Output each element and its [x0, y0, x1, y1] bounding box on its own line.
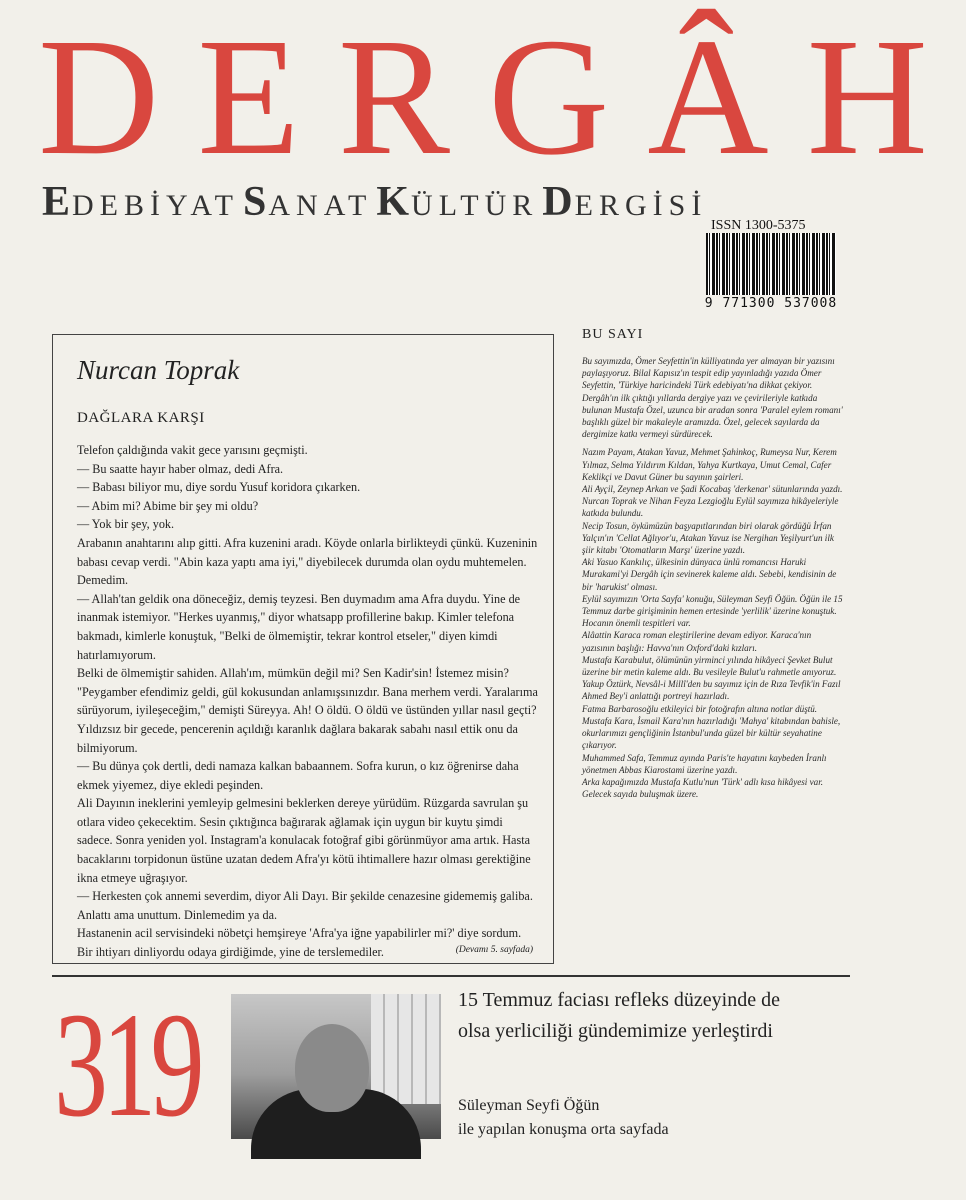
bu-sayi-paragraph: Muhammed Safa, Temmuz ayında Paris'te hayatını kaybeden İranlı yönetmen Abbas Kiarostami üzerine yazdı. — [582, 752, 827, 775]
story-paragraph: — Bu dünya çok dertli, dedi namaza kalkan babaannem. Sofra kurun, o kız öğrenirse daha ekmek yiyemez, diye ekledi peşinden. — [77, 759, 519, 792]
barcode-icon — [706, 233, 836, 295]
subtitle-rest: DEBİYAT — [72, 189, 240, 222]
bu-sayi-paragraph: Dergâh'ın ilk çıktığı yıllarda dergiye yazı ve çevirileriyle katkıda bulunan Mustafa Özel, uzunca bir aradan sonra 'Paralel eylem romanı' başlıklı güzel bir makaleyle aramızda. Özel, gelecek sayılarda da dergimize katkı vermeyi sürdürecek. — [582, 392, 843, 440]
portrait-photo — [231, 994, 441, 1139]
story-paragraph: — Babası biliyor mu, diye sordu Yusuf koridora çıkarken. — [77, 480, 361, 495]
story-paragraph: — Bu saatte hayır haber olmaz, dedi Afra. — [77, 461, 284, 476]
bu-sayi-paragraph: Nurcan Toprak ve Nihan Feyza Lezgioğlu Eylül sayımıza hikâyeleriyle katkıda bulundu. — [582, 496, 839, 519]
bu-sayi-paragraph: Fatma Barbarosoğlu etkileyici bir fotoğrafın altına notlar düştü. — [582, 703, 818, 714]
story-paragraph: Hastanenin acil servisindeki nöbetçi hemşireye 'Afra'ya iğne yapabilirler mi?' diye sordum. Bir ihtiyarı dinliyordu odaya girdiğimde, yine de terslemediler. — [77, 926, 522, 960]
subtitle-rest: ÜLTÜR — [411, 189, 539, 222]
story-author: Nurcan Toprak — [77, 355, 240, 385]
subtitle-initial: E — [42, 179, 73, 225]
interview-line: Süleyman Seyfi Öğün — [458, 1097, 600, 1114]
story-paragraph: — Abim mi? Abime bir şey mi oldu? — [77, 498, 259, 513]
story-paragraph: — Yok bir şey, yok. — [77, 517, 175, 532]
subtitle-part-dergisi — [542, 179, 708, 226]
story-paragraph: — Allah'tan geldik ona döneceğiz, demiş teyzesi. Ben duymadım ama Afra duydu. Yine de inanmak istemiyor. "Herkes uyanmış," diyor whatsapp profillerine bakıp. Kimler telefona bakmadı, kimlerle konuştuk, "Belki de ölmemiştir, tekrar kontrol etseler," diyen kimdi hatırlamıyorum. — [77, 591, 521, 662]
subtitle-rest: ANAT — [268, 189, 373, 222]
story-paragraph: Belki de ölmemiştir sahiden. Allah'ım, mümkün değil mi? Sen Kadir'sin! İstemez misin? "Peygamber efendimiz geldi, gül kokusundan anlamışsınızdır. Bana merhem verdi. Yaralarıma sürüyorum, iyileşeceğim," demişti Süreyya. Ah! O öldü. O öldü ve üstünden yıllar nasıl geçti? Yıldızsız bir gecede, pencerenin açıldığı karanlık dağlara bakarak sabahı nasıl ettik onu da bilmiyorum. — [77, 666, 538, 755]
story-paragraph: Telefon çaldığında vakit gece yarısını geçmişti. — [77, 443, 308, 457]
bu-sayi-paragraph: Nazım Payam, Atakan Yavuz, Mehmet Şahinkoç, Rumeysa Nur, Kerem Yılmaz, Selma Yıldırım Kıldan, Yahya Kurtkaya, Umut Cemal, Cafer Keklikçi ve Davut Güner bu sayının şairleri. — [582, 447, 837, 482]
masthead-title: DERGÂH — [38, 4, 966, 190]
story-body — [77, 441, 539, 962]
issn-number: ISSN 1300-5375 — [711, 218, 806, 233]
interview-note — [458, 1094, 858, 1142]
bu-sayi-paragraph: Necip Tosun, öykümüzün başyapıtlarından biri olarak gördüğü İrfan Yalçın'ın 'Cellat Ağlıyor'u, Atakan Yavuz ise Nergihan Yeşilyurt'un ilk şiir kitabı 'Otomatların Marşı' üzerine yazdı. — [582, 520, 834, 556]
subtitle-initial: K — [376, 179, 412, 225]
subtitle-initial: D — [542, 179, 575, 225]
window-blinds-shape — [371, 994, 441, 1104]
story-title: DAĞLARA KARŞI — [77, 410, 205, 426]
subtitle-rest: ERGİSİ — [574, 189, 708, 222]
issue-number: 319 — [54, 982, 199, 1148]
cover-headline — [458, 985, 858, 1047]
featured-story-box — [52, 334, 554, 964]
subtitle-initial: S — [243, 179, 269, 225]
bu-sayi-heading: BU SAYI — [582, 327, 644, 342]
story-paragraph: — Herkesten çok annemi severdim, diyor Ali Dayı. Bir şekilde cenazesine gidememiş galiba. Anlattı ama unuttum. Dinlemedim ya da. — [77, 889, 533, 922]
head-shape — [295, 1024, 369, 1112]
bu-sayi-paragraph: Alâattin Karaca roman eleştirilerine devam ediyor. Karaca'nın yazısının başlığı: Havva'nın Oxford'daki kızları. — [582, 630, 812, 653]
bu-sayi-paragraph: Gelecek sayıda buluşmak üzere. — [582, 789, 699, 800]
story-paragraph: Arabanın anahtarını alıp gitti. Afra kuzenini aradı. Köyde onlarla birlikteydi çünkü. Kuzeninin babası cevap verdi. "Abin kaza yaptı ama iyi," diyebilecek durumda olan oydu muhtemelen. Demedim. — [77, 535, 538, 588]
bu-sayi-paragraph: Aki Yasuo Kankılıç, ülkesinin dünyaca ünlü romancısı Haruki Murakami'yi Dergâh için sevinerek kaleme aldı. Sebebi, kendisinin de bir 'harukist' olması. — [582, 557, 837, 592]
subtitle-part-sanat — [243, 179, 373, 226]
barcode-number: 9 771300 537008 — [704, 296, 838, 311]
bu-sayi-paragraph: Eylül sayımızın 'Orta Sayfa' konuğu, Süleyman Seyfi Öğün. Öğün ile 15 Temmuz darbe girişiminin hemen ertesinde 'yerlilik' üzerine konuştuk. Hocanın önemli tespitleri var. — [582, 593, 843, 629]
bu-sayi-column — [582, 355, 844, 800]
bu-sayi-paragraph: Ali Ayçil, Zeynep Arkan ve Şadi Kocabaş 'derkenar' sütunlarında yazdı. — [582, 484, 843, 495]
subtitle-part-kultur — [376, 179, 539, 226]
headline-line: 15 Temmuz faciası refleks düzeyinde de — [458, 989, 780, 1011]
bu-sayi-paragraph: Yakup Öztürk, Nevsâl-i Millî'den bu sayımız için de Rıza Tevfik'in Fazıl Ahmed Bey'i anlattığı portreyi hazırladı. — [582, 679, 841, 702]
interview-line: ile yapılan konuşma orta sayfada — [458, 1121, 669, 1138]
bu-sayi-paragraph: Arka kapağımızda Mustafa Kutlu'nun 'Türk' adlı kısa hikâyesi var. — [582, 776, 823, 787]
continued-note: (Devamı 5. sayfada) — [455, 945, 533, 955]
subtitle-part-edebiyat — [42, 179, 240, 226]
headline-line: olsa yerliciliği gündemimize yerleştirdi — [458, 1020, 773, 1042]
section-divider — [52, 975, 850, 977]
bu-sayi-paragraph: Bu sayımızda, Ömer Seyfettin'in külliyatında yer almayan bir yazısını paylaşıyoruz. Bilal Kapısız'ın tespit edip yayınladığı yazıda Ömer Seyfettin, 'Türkiye haricindeki Türk edebiyatı'na dikkat çekiyor. — [582, 356, 835, 391]
story-paragraph: Ali Dayının ineklerini yemleyip gelmesini beklerken dereye yürüdüm. Rüzgarda savrulan şu otlara video çekecektim. Sesin çıktığınca bağırarak ağlamak için uygun bir kuytu şimdi sadece. Sonra yeniden yol. Instagram'a konulacak fotoğraf gibi görünmüyor ama artık. Hasta bacaklarını torpidonun üstüne uzatan dedem Afra'yı kötü ihtimallere hazır olması gerektiğine ikna etmeye uğraşıyor. — [77, 796, 531, 885]
bu-sayi-paragraph: Mustafa Karabulut, ölümünün yirminci yılında hikâyeci Şevket Bulut üzerine bir metin kaleme aldı. Bu vesileyle Bulut'u rahmetle anıyoruz. — [582, 654, 837, 678]
bu-sayi-paragraph: Mustafa Kara, İsmail Kara'nın hazırladığı 'Mahya' kitabından bahisle, okurlarımızı gençliğinin İstanbul'unda güzel bir kültür seyahatine çıkarıyor. — [582, 715, 841, 751]
